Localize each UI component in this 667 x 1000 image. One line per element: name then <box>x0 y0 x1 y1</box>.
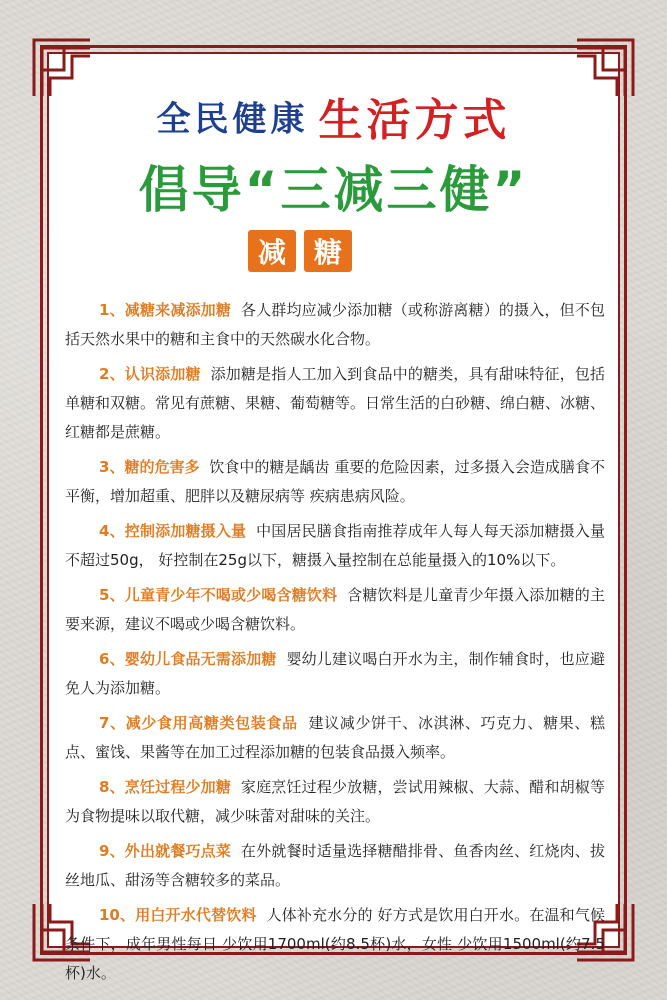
badge-char-2: 糖 <box>304 230 352 272</box>
item-text: 饮食中的糖是龋齿 重要的危险因素，过多摄入会造成膳食不平衡，增加超重、肥胖以及糖尿病等 疾病患病风险。 <box>65 458 605 505</box>
subtitle: 倡导“三减三健” <box>138 161 529 219</box>
list-item <box>65 296 605 354</box>
item-heading: 2、认识添加糖 <box>99 365 201 383</box>
item-heading: 5、儿童青少年不喝或少喝含糖饮料 <box>99 586 338 604</box>
item-text: 中国居民膳食指南推荐成年人每人每天添加糖摄入量不超过50g， 好控制在25g以下，糖摄入量控制在总能量摄入的10%以下。 <box>65 522 605 569</box>
item-heading: 10、用白开水代替饮料 <box>99 906 257 924</box>
list-item <box>65 773 605 831</box>
item-heading: 9、外出就餐巧点菜 <box>99 842 232 860</box>
item-text: 家庭烹饪过程少放糖，尝试用辣椒、大蒜、醋和胡椒等为食物提味以取代糖，减少味蕾对甜味的关注。 <box>65 778 605 825</box>
item-text: 添加糖是指人工加入到食品中的糖类，具有甜味特征，包括单糖和双糖。常见有蔗糖、果糖、葡萄糖等。日常生活的白砂糖、绵白糖、冰糖、红糖都是蔗糖。 <box>65 365 606 441</box>
list-item <box>65 901 605 988</box>
list-item <box>65 581 605 639</box>
list-item <box>65 517 605 575</box>
list-item <box>65 453 605 511</box>
list-item <box>65 360 605 447</box>
list-item <box>65 709 605 767</box>
list-item <box>65 645 605 703</box>
item-text: 各人群均应减少添加糖（或称游离糖）的摄入，但不包括天然水果中的糖和主食中的天然碳水化合物。 <box>65 301 605 348</box>
item-heading: 4、控制添加糖摄入量 <box>99 522 247 540</box>
title-blue-part: 全民健康 <box>156 99 309 140</box>
item-text: 在外就餐时适量选择糖醋排骨、鱼香肉丝、红烧肉、拔丝地瓜、甜汤等含糖较多的菜品。 <box>65 842 605 889</box>
topic-badges <box>248 230 352 272</box>
item-heading: 1、减糖来减添加糖 <box>99 301 232 319</box>
main-title <box>0 84 667 148</box>
item-text: 建议减少饼干、冰淇淋、巧克力、糖果、糕点、蜜饯、果酱等在加工过程添加糖的包装食品摄入频率。 <box>65 714 605 761</box>
item-text: 含糖饮料是儿童青少年摄入添加糖的主要来源，建议不喝或少喝含糖饮料。 <box>65 586 605 633</box>
item-text: 人体补充水分的 好方式是饮用白开水。在温和气候条件下，成年男性每日 少饮用1700ml(约8.5杯)水，女性 少饮用1500ml(约7.5杯)水。 <box>65 906 606 982</box>
item-heading: 3、糖的危害多 <box>99 458 200 476</box>
item-heading: 6、婴幼儿食品无需添加糖 <box>99 650 277 668</box>
article-body <box>65 296 605 994</box>
item-heading: 8、烹饪过程少加糖 <box>99 778 232 796</box>
list-item <box>65 837 605 895</box>
badge-char-1: 减 <box>248 230 296 272</box>
item-heading: 7、减少食用高糖类包装食品 <box>99 714 298 732</box>
item-text: 婴幼儿建议喝白开水为主，制作辅食时，也应避免人为添加糖。 <box>65 650 605 697</box>
title-red-part: 生活方式 <box>318 95 511 146</box>
